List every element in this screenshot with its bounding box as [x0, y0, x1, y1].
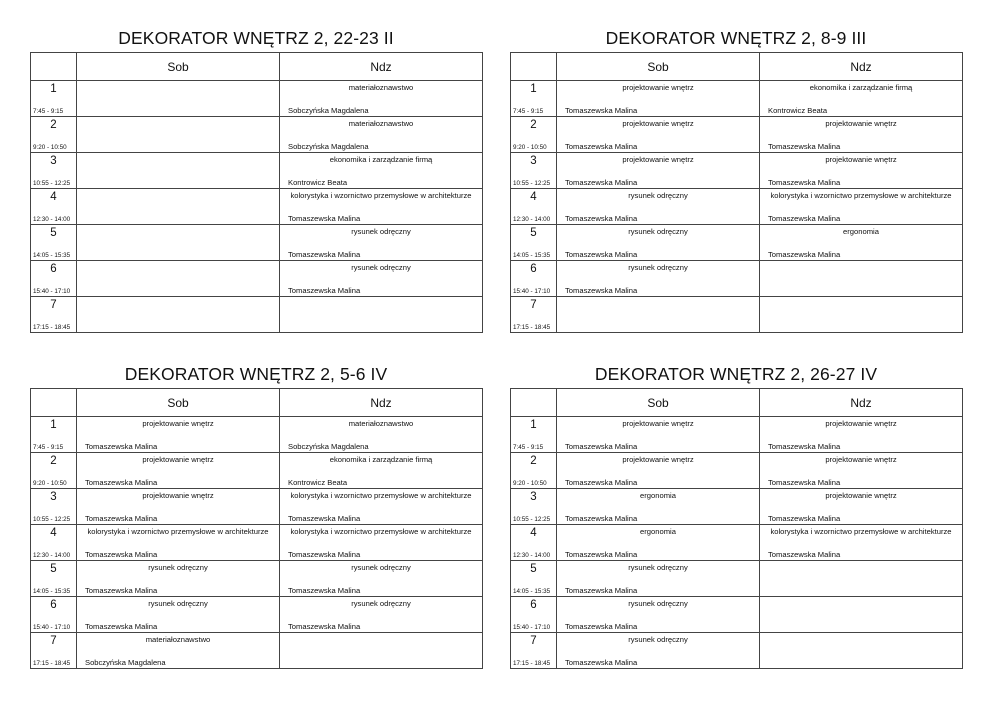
slot-cell [511, 561, 557, 597]
slot-cell [511, 633, 557, 669]
lesson-teacher: Tomaszewska Malina [565, 142, 638, 151]
lesson-cell-ndz [760, 297, 963, 333]
slot-number: 7 [50, 299, 57, 311]
table-row [31, 189, 483, 225]
slot-number: 1 [530, 83, 537, 95]
lesson-cell-sob [77, 81, 280, 117]
slot-cell [31, 189, 77, 225]
lesson-subject: projektowanie wnętrz [825, 155, 897, 164]
slot-number: 2 [50, 119, 57, 131]
lesson-teacher: Tomaszewska Malina [565, 442, 638, 451]
lesson-subject: rysunek odręczny [351, 563, 411, 572]
lesson-subject: kolorystyka i wzornictwo przemysłowe w architekturze [290, 491, 472, 500]
slot-number: 2 [50, 455, 57, 467]
schedule-table [510, 52, 963, 333]
lesson-cell-ndz [280, 489, 483, 525]
lesson-subject: kolorystyka i wzornictwo przemysłowe w architekturze [87, 527, 269, 536]
table-row [31, 597, 483, 633]
table-row [511, 597, 963, 633]
lesson-subject: rysunek odręczny [148, 563, 208, 572]
lesson-teacher: Tomaszewska Malina [85, 622, 158, 631]
lesson-cell-ndz [760, 489, 963, 525]
slot-time: 17:15 - 18:45 [513, 324, 551, 331]
lesson-teacher: Tomaszewska Malina [565, 658, 638, 667]
lesson-cell-ndz [760, 261, 963, 297]
slot-cell [511, 297, 557, 333]
slot-time: 14:05 - 15:35 [513, 588, 551, 595]
schedule-title: DEKORATOR WNĘTRZ 2, 26-27 IV [594, 364, 878, 384]
slot-time: 10:55 - 12:25 [33, 180, 71, 187]
lesson-cell-sob [77, 597, 280, 633]
lesson-cell-sob [77, 117, 280, 153]
slot-number: 5 [50, 563, 57, 575]
lesson-teacher: Tomaszewska Malina [288, 250, 361, 259]
lesson-cell-sob [557, 417, 760, 453]
lesson-subject: rysunek odręczny [351, 227, 411, 236]
table-row [31, 117, 483, 153]
lesson-cell-ndz [760, 153, 963, 189]
slot-cell [31, 225, 77, 261]
lesson-teacher: Kontrowicz Beata [768, 106, 828, 115]
table-row [511, 189, 963, 225]
lesson-cell-sob [77, 633, 280, 669]
slot-time: 15:40 - 17:10 [33, 624, 71, 631]
lesson-teacher: Tomaszewska Malina [85, 514, 158, 523]
table-row [31, 633, 483, 669]
lesson-subject: projektowanie wnętrz [825, 455, 897, 464]
slot-number: 4 [50, 527, 57, 539]
lesson-cell-sob [557, 525, 760, 561]
table-row [511, 417, 963, 453]
slot-number: 4 [50, 191, 57, 203]
day-header: Sob [77, 389, 280, 417]
lesson-cell-ndz [760, 597, 963, 633]
lesson-cell-ndz [280, 189, 483, 225]
lesson-cell-sob [557, 561, 760, 597]
lesson-teacher: Tomaszewska Malina [768, 250, 841, 259]
slot-cell [31, 81, 77, 117]
lesson-subject: projektowanie wnętrz [142, 491, 214, 500]
lesson-cell-ndz [280, 633, 483, 669]
lesson-cell-ndz [280, 153, 483, 189]
slot-cell [31, 597, 77, 633]
lesson-cell-ndz [280, 417, 483, 453]
lesson-cell-ndz [280, 597, 483, 633]
lesson-teacher: Tomaszewska Malina [85, 550, 158, 559]
header-row [511, 389, 963, 417]
lesson-subject: projektowanie wnętrz [622, 455, 694, 464]
slot-cell [511, 225, 557, 261]
lesson-teacher: Tomaszewska Malina [85, 442, 158, 451]
lesson-cell-sob [557, 261, 760, 297]
slot-time: 17:15 - 18:45 [513, 660, 551, 667]
day-header: Ndz [280, 53, 483, 81]
lesson-teacher: Tomaszewska Malina [768, 478, 841, 487]
slot-time: 10:55 - 12:25 [513, 180, 551, 187]
lesson-subject: materiałoznawstwo [348, 419, 414, 428]
slot-cell [511, 81, 557, 117]
corner-header [511, 53, 557, 81]
corner-header [511, 389, 557, 417]
table-row [511, 153, 963, 189]
lesson-cell-sob [77, 453, 280, 489]
slot-cell [511, 597, 557, 633]
slot-time: 12:30 - 14:00 [33, 216, 71, 223]
slot-time: 15:40 - 17:10 [513, 288, 551, 295]
header-row [511, 53, 963, 81]
slot-cell [31, 561, 77, 597]
table-row [511, 633, 963, 669]
table-row [31, 525, 483, 561]
lesson-subject: materiałoznawstwo [348, 119, 414, 128]
lesson-teacher: Tomaszewska Malina [288, 214, 361, 223]
lesson-teacher: Tomaszewska Malina [768, 178, 841, 187]
table-row [31, 225, 483, 261]
lesson-cell-ndz [760, 633, 963, 669]
table-row [511, 117, 963, 153]
lesson-cell-ndz [280, 453, 483, 489]
lesson-cell-sob [77, 261, 280, 297]
lesson-subject: projektowanie wnętrz [825, 419, 897, 428]
day-header: Ndz [760, 53, 963, 81]
day-header: Ndz [280, 389, 483, 417]
lesson-teacher: Tomaszewska Malina [565, 250, 638, 259]
schedule-block [30, 24, 482, 333]
table-row [31, 297, 483, 333]
lesson-cell-ndz [280, 561, 483, 597]
lesson-cell-sob [77, 225, 280, 261]
lesson-teacher: Tomaszewska Malina [565, 514, 638, 523]
slot-cell [511, 153, 557, 189]
slot-number: 4 [530, 527, 537, 539]
table-row [31, 153, 483, 189]
day-header: Sob [557, 389, 760, 417]
slot-number: 1 [50, 83, 57, 95]
table-row [31, 561, 483, 597]
lesson-cell-ndz [280, 81, 483, 117]
lesson-subject: projektowanie wnętrz [622, 155, 694, 164]
lesson-teacher: Kontrowicz Beata [288, 478, 348, 487]
lesson-subject: kolorystyka i wzornictwo przemysłowe w architekturze [770, 191, 952, 200]
lesson-cell-ndz [280, 261, 483, 297]
lesson-cell-sob [77, 417, 280, 453]
lesson-cell-ndz [280, 117, 483, 153]
lesson-subject: materiałoznawstwo [348, 83, 414, 92]
lesson-teacher: Tomaszewska Malina [768, 142, 841, 151]
lesson-subject: projektowanie wnętrz [142, 419, 214, 428]
lesson-cell-ndz [280, 225, 483, 261]
lesson-teacher: Tomaszewska Malina [288, 622, 361, 631]
lesson-teacher: Sobczyńska Magdalena [288, 442, 369, 451]
lesson-cell-sob [77, 525, 280, 561]
slot-cell [31, 297, 77, 333]
lesson-subject: rysunek odręczny [628, 227, 688, 236]
slot-cell [31, 525, 77, 561]
slot-number: 5 [530, 227, 537, 239]
slot-number: 5 [530, 563, 537, 575]
lesson-cell-ndz [760, 117, 963, 153]
slot-number: 6 [50, 599, 57, 611]
slot-number: 7 [530, 635, 537, 647]
lesson-cell-sob [557, 489, 760, 525]
day-header: Sob [557, 53, 760, 81]
table-row [511, 81, 963, 117]
lesson-cell-ndz [760, 225, 963, 261]
lesson-teacher: Tomaszewska Malina [768, 442, 841, 451]
lesson-teacher: Tomaszewska Malina [565, 550, 638, 559]
lesson-subject: ekonomika i zarządzanie firmą [329, 455, 433, 464]
lesson-cell-ndz [760, 417, 963, 453]
day-header: Sob [77, 53, 280, 81]
schedule-title: DEKORATOR WNĘTRZ 2, 8-9 III [605, 28, 867, 48]
header-row [31, 389, 483, 417]
table-row [511, 489, 963, 525]
lesson-cell-sob [557, 597, 760, 633]
slot-number: 7 [530, 299, 537, 311]
schedule-block [510, 360, 962, 669]
slot-cell [511, 117, 557, 153]
lesson-teacher: Tomaszewska Malina [565, 622, 638, 631]
slot-number: 3 [530, 491, 537, 503]
lesson-teacher: Tomaszewska Malina [565, 286, 638, 295]
slot-time: 17:15 - 18:45 [33, 660, 71, 667]
lesson-cell-sob [557, 633, 760, 669]
schedule-block [510, 24, 962, 333]
table-row [31, 489, 483, 525]
table-row [31, 81, 483, 117]
slot-cell [31, 153, 77, 189]
lesson-teacher: Tomaszewska Malina [288, 550, 361, 559]
schedule-table [30, 52, 483, 333]
slot-cell [31, 489, 77, 525]
slot-cell [31, 633, 77, 669]
lesson-cell-sob [557, 297, 760, 333]
lesson-cell-sob [557, 189, 760, 225]
slot-time: 7:45 - 9:15 [513, 108, 544, 115]
lesson-teacher: Tomaszewska Malina [288, 286, 361, 295]
lesson-subject: kolorystyka i wzornictwo przemysłowe w architekturze [290, 191, 472, 200]
lesson-subject: ekonomika i zarządzanie firmą [809, 83, 913, 92]
lesson-subject: projektowanie wnętrz [825, 119, 897, 128]
slot-time: 14:05 - 15:35 [513, 252, 551, 259]
slot-number: 6 [50, 263, 57, 275]
slot-time: 9:20 - 10:50 [33, 480, 67, 487]
slot-cell [511, 525, 557, 561]
lesson-teacher: Tomaszewska Malina [565, 178, 638, 187]
slot-cell [511, 417, 557, 453]
lesson-cell-sob [77, 489, 280, 525]
table-row [31, 417, 483, 453]
slot-time: 14:05 - 15:35 [33, 252, 71, 259]
slot-number: 1 [50, 419, 57, 431]
lesson-cell-sob [557, 81, 760, 117]
lesson-cell-sob [557, 225, 760, 261]
table-row [511, 261, 963, 297]
lesson-subject: projektowanie wnętrz [622, 119, 694, 128]
lesson-cell-ndz [280, 297, 483, 333]
lesson-teacher: Tomaszewska Malina [565, 106, 638, 115]
slot-cell [511, 489, 557, 525]
slot-time: 7:45 - 9:15 [513, 444, 544, 451]
header-row [31, 53, 483, 81]
slot-cell [511, 261, 557, 297]
slot-number: 3 [530, 155, 537, 167]
lesson-subject: ergonomia [640, 527, 676, 536]
slot-number: 7 [50, 635, 57, 647]
slot-cell [511, 453, 557, 489]
slot-number: 3 [50, 491, 57, 503]
lesson-subject: projektowanie wnętrz [825, 491, 897, 500]
lesson-subject: rysunek odręczny [351, 599, 411, 608]
slot-time: 15:40 - 17:10 [513, 624, 551, 631]
lesson-cell-sob [557, 117, 760, 153]
table-row [511, 297, 963, 333]
lesson-teacher: Tomaszewska Malina [768, 550, 841, 559]
lesson-cell-sob [77, 561, 280, 597]
slot-time: 12:30 - 14:00 [513, 552, 551, 559]
lesson-teacher: Tomaszewska Malina [565, 586, 638, 595]
lesson-subject: projektowanie wnętrz [622, 419, 694, 428]
slot-cell [31, 261, 77, 297]
lesson-subject: rysunek odręczny [628, 563, 688, 572]
schedule-table [30, 388, 483, 669]
lesson-teacher: Tomaszewska Malina [768, 214, 841, 223]
lesson-cell-ndz [760, 561, 963, 597]
lesson-cell-sob [77, 297, 280, 333]
lesson-cell-sob [557, 153, 760, 189]
slot-cell [31, 117, 77, 153]
slot-time: 17:15 - 18:45 [33, 324, 71, 331]
lesson-teacher: Tomaszewska Malina [288, 586, 361, 595]
lesson-cell-ndz [760, 525, 963, 561]
lesson-subject: projektowanie wnętrz [142, 455, 214, 464]
table-row [511, 525, 963, 561]
schedule-block [30, 360, 482, 669]
lesson-cell-ndz [760, 189, 963, 225]
slot-number: 5 [50, 227, 57, 239]
slot-time: 7:45 - 9:15 [33, 444, 64, 451]
day-header: Ndz [760, 389, 963, 417]
slot-time: 10:55 - 12:25 [513, 516, 551, 523]
lesson-subject: rysunek odręczny [628, 599, 688, 608]
schedule-title: DEKORATOR WNĘTRZ 2, 22-23 II [118, 28, 394, 48]
table-row [511, 453, 963, 489]
slot-time: 7:45 - 9:15 [33, 108, 64, 115]
lesson-subject: rysunek odręczny [628, 191, 688, 200]
lesson-subject: ergonomia [640, 491, 676, 500]
slot-number: 2 [530, 455, 537, 467]
lesson-cell-sob [77, 153, 280, 189]
slot-time: 10:55 - 12:25 [33, 516, 71, 523]
lesson-teacher: Tomaszewska Malina [85, 478, 158, 487]
slot-number: 1 [530, 419, 537, 431]
table-row [511, 225, 963, 261]
slot-number: 6 [530, 263, 537, 275]
lesson-cell-ndz [760, 81, 963, 117]
lesson-teacher: Kontrowicz Beata [288, 178, 348, 187]
slot-time: 9:20 - 10:50 [33, 144, 67, 151]
lesson-teacher: Tomaszewska Malina [565, 478, 638, 487]
lesson-cell-sob [77, 189, 280, 225]
slot-cell [31, 417, 77, 453]
lesson-teacher: Tomaszewska Malina [85, 586, 158, 595]
lesson-subject: ergonomia [843, 227, 879, 236]
lesson-teacher: Tomaszewska Malina [565, 214, 638, 223]
slot-number: 4 [530, 191, 537, 203]
slot-time: 12:30 - 14:00 [33, 552, 71, 559]
slot-cell [31, 453, 77, 489]
slot-time: 9:20 - 10:50 [513, 144, 547, 151]
slot-time: 9:20 - 10:50 [513, 480, 547, 487]
lesson-subject: ekonomika i zarządzanie firmą [329, 155, 433, 164]
slot-number: 3 [50, 155, 57, 167]
lesson-subject: rysunek odręczny [148, 599, 208, 608]
lesson-teacher: Tomaszewska Malina [288, 514, 361, 523]
slot-number: 6 [530, 599, 537, 611]
slot-time: 12:30 - 14:00 [513, 216, 551, 223]
lesson-cell-ndz [280, 525, 483, 561]
lesson-teacher: Tomaszewska Malina [768, 514, 841, 523]
lesson-teacher: Sobczyńska Magdalena [85, 658, 166, 667]
lesson-cell-ndz [760, 453, 963, 489]
lesson-subject: rysunek odręczny [351, 263, 411, 272]
lesson-subject: kolorystyka i wzornictwo przemysłowe w architekturze [770, 527, 952, 536]
lesson-subject: rysunek odręczny [628, 263, 688, 272]
lesson-teacher: Sobczyńska Magdalena [288, 106, 369, 115]
slot-time: 14:05 - 15:35 [33, 588, 71, 595]
table-row [511, 561, 963, 597]
table-row [31, 261, 483, 297]
lesson-subject: rysunek odręczny [628, 635, 688, 644]
lesson-cell-sob [557, 453, 760, 489]
lesson-teacher: Sobczyńska Magdalena [288, 142, 369, 151]
schedule-table [510, 388, 963, 669]
slot-number: 2 [530, 119, 537, 131]
corner-header [31, 389, 77, 417]
slot-time: 15:40 - 17:10 [33, 288, 71, 295]
lesson-subject: projektowanie wnętrz [622, 83, 694, 92]
table-row [31, 453, 483, 489]
lesson-subject: kolorystyka i wzornictwo przemysłowe w architekturze [290, 527, 472, 536]
lesson-subject: materiałoznawstwo [145, 635, 211, 644]
schedule-title: DEKORATOR WNĘTRZ 2, 5-6 IV [124, 364, 388, 384]
slot-cell [511, 189, 557, 225]
corner-header [31, 53, 77, 81]
